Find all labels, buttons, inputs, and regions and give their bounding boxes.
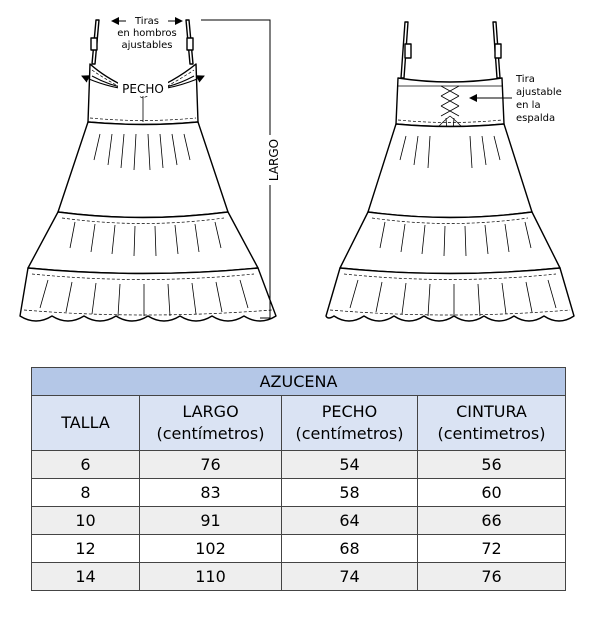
cell-talla: 8 bbox=[32, 479, 140, 507]
header-pecho-label: PECHO bbox=[321, 402, 378, 421]
table-row bbox=[32, 535, 566, 563]
cell-pecho: 74 bbox=[282, 563, 418, 591]
table-header-row bbox=[32, 396, 566, 451]
cell-cintura: 76 bbox=[418, 563, 566, 591]
cell-largo: 91 bbox=[140, 507, 282, 535]
table-row bbox=[32, 563, 566, 591]
tie-label-line1: Tira bbox=[516, 74, 535, 85]
header-talla-label: TALLA bbox=[61, 413, 110, 432]
header-cintura-label: CINTURA bbox=[456, 402, 527, 421]
tie-label-line4: espalda bbox=[516, 113, 556, 124]
cell-talla: 12 bbox=[32, 535, 140, 563]
cell-talla: 14 bbox=[32, 563, 140, 591]
straps-label-line3: ajustables bbox=[121, 40, 173, 51]
cell-cintura: 72 bbox=[418, 535, 566, 563]
cell-cintura: 56 bbox=[418, 451, 566, 479]
header-pecho-unit: (centímetros) bbox=[295, 424, 404, 443]
length-label: LARGO bbox=[267, 138, 281, 182]
header-largo bbox=[140, 396, 282, 451]
front-dress-drawing bbox=[20, 20, 276, 321]
cell-largo: 76 bbox=[140, 451, 282, 479]
cell-talla: 10 bbox=[32, 507, 140, 535]
table-row bbox=[32, 479, 566, 507]
header-largo-unit: (centímetros) bbox=[156, 424, 265, 443]
header-largo-label: LARGO bbox=[182, 402, 239, 421]
cell-pecho: 54 bbox=[282, 451, 418, 479]
straps-label-line1: Tiras bbox=[134, 16, 160, 27]
table-row bbox=[32, 507, 566, 535]
cell-pecho: 64 bbox=[282, 507, 418, 535]
header-pecho bbox=[282, 396, 418, 451]
tie-label-line3: en la bbox=[516, 100, 541, 111]
table-row bbox=[32, 451, 566, 479]
cell-largo: 110 bbox=[140, 563, 282, 591]
straps-label-line2: en hombros bbox=[117, 28, 177, 39]
chest-label: PECHO bbox=[122, 82, 164, 96]
cell-largo: 102 bbox=[140, 535, 282, 563]
cell-pecho: 68 bbox=[282, 535, 418, 563]
cell-largo: 83 bbox=[140, 479, 282, 507]
header-talla bbox=[32, 396, 140, 451]
header-cintura bbox=[418, 396, 566, 451]
header-cintura-unit: (centimetros) bbox=[437, 424, 546, 443]
table-title: AZUCENA bbox=[32, 368, 566, 396]
back-dress-drawing bbox=[326, 22, 574, 321]
cell-pecho: 58 bbox=[282, 479, 418, 507]
size-chart-table bbox=[31, 367, 566, 591]
cell-talla: 6 bbox=[32, 451, 140, 479]
cell-cintura: 66 bbox=[418, 507, 566, 535]
cell-cintura: 60 bbox=[418, 479, 566, 507]
tie-label-line2: ajustable bbox=[516, 87, 562, 98]
